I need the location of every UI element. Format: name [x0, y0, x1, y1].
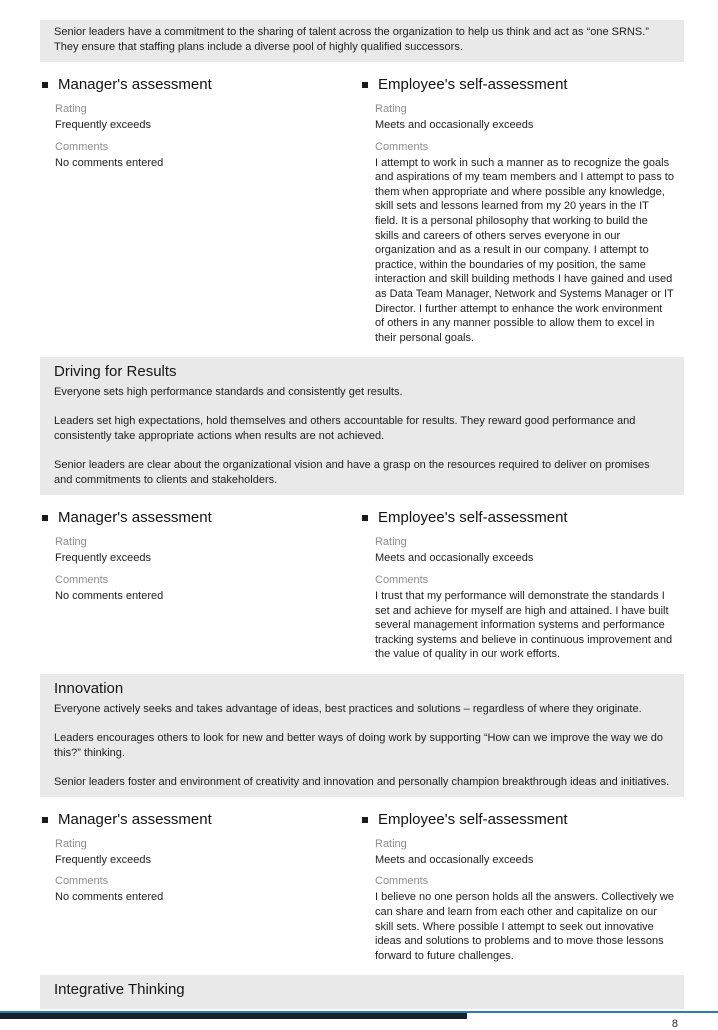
assessment-row-3: [40, 804, 684, 964]
employee-assessment-heading: [360, 809, 684, 830]
comments-value: I trust that my performance will demonstrate the standards I set and achieve for myself are high and attained. I have built several management information systems and performance tracking systems and believe in continuous improvement and the value of quality in our work efforts.: [375, 589, 673, 661]
rating-label: Rating: [55, 536, 87, 549]
page-number: 8: [671, 1018, 678, 1030]
section-paragraph: Leaders set high expectations, hold themselves and others accountable for results. They reward good performance and consistently take appropriate actions when results are not achieved.: [54, 415, 636, 443]
comments-value: I believe no one person holds all the answers. Collectively we can share and learn from each other and capitalize on our skill sets. Where possible I attempt to seek out innovative ideas and solutions to problems and to move those lessons forward to future challenges.: [375, 891, 674, 962]
section-title: Integrative Thinking: [54, 981, 185, 999]
rating-value: Frequently exceeds: [55, 119, 151, 131]
rating-value: Frequently exceeds: [55, 552, 151, 565]
section-title: Innovation: [54, 679, 124, 697]
section-paragraph: Senior leaders are clear about the organizational vision and have a grasp on the resources required to deliver on promises and commitments to clients and stakeholders.: [54, 459, 650, 487]
rating-field: [375, 535, 674, 566]
comments-field: [375, 573, 674, 662]
comments-field: [55, 573, 350, 604]
rating-label: Rating: [55, 103, 87, 115]
manager-assessment-title: Manager's assessment: [58, 76, 212, 93]
rating-field: [375, 102, 674, 133]
comments-value: No comments entered: [55, 156, 164, 169]
employee-assessment-title: Employee's self-assessment: [378, 509, 568, 527]
rating-label: Rating: [375, 536, 407, 549]
employee-assessment-3: [360, 804, 684, 964]
manager-assessment-2: [40, 502, 360, 662]
comments-value: I attempt to work in such a manner as to recognize the goals and aspirations of my team members and I attempt to pass to them when appropriate and where possible any knowledge, skill sets and lessons learned from my 20 years in the IT field. It is a personal philosophy that working to build the skills and careers of others serves everyone in our organization and as a result in our company. I attempt to practice, within the boundaries of my position, the same interaction and skill building methods I have gained and used as Data Team Manager, Network and Systems Manager or IT Director. I further attempt to enhance the work environment of others in any manner possible to allow them to excel in their personal goals.: [375, 156, 674, 344]
comments-field: [55, 874, 350, 905]
rating-label: Rating: [375, 103, 407, 115]
square-bullet-icon: [42, 515, 48, 521]
manager-assessment-heading: [40, 74, 360, 95]
section-innovation: [40, 674, 684, 797]
rating-field: [55, 102, 350, 133]
employee-assessment-title: Employee's self-assessment: [378, 810, 568, 828]
assessment-row-2: [40, 502, 684, 662]
section-description-continued: [40, 20, 684, 62]
employee-assessment-2: [360, 502, 684, 662]
assessment-row-1: [40, 69, 684, 345]
rating-field: [375, 837, 674, 868]
comments-label: Comments: [375, 875, 429, 888]
intro-paragraph: Senior leaders have a commitment to the sharing of talent across the organization to help us think and act as “one SRNS.” They ensure that staffing plans include a diverse pool of highly qualified successors.: [54, 26, 649, 53]
rating-value: Meets and occasionally exceeds: [375, 119, 534, 131]
section-title: Driving for Results: [54, 363, 177, 381]
employee-assessment-heading: [360, 507, 684, 528]
comments-field: [375, 140, 674, 346]
employee-assessment-1: [360, 69, 684, 345]
rating-field: [55, 837, 350, 868]
square-bullet-icon: [362, 817, 368, 823]
employee-assessment-heading: [360, 74, 684, 95]
section-paragraph: Leaders encourages others to look for new and better ways of doing work by supporting “How can we improve the way we do this?” thinking.: [54, 731, 663, 759]
rating-field: [55, 535, 350, 566]
section-driving-for-results: [40, 357, 684, 495]
section-paragraph: Everyone actively seeks and takes advantage of ideas, best practices and solutions – regardless of where they originate.: [54, 702, 642, 715]
manager-assessment-title: Manager's assessment: [58, 810, 212, 828]
manager-assessment-title: Manager's assessment: [58, 509, 212, 527]
rating-value: Meets and occasionally exceeds: [375, 552, 534, 565]
manager-assessment-3: [40, 804, 360, 964]
section-paragraph: Senior leaders foster and environment of creativity and innovation and personally champion breakthrough ideas and initiatives.: [54, 775, 670, 788]
square-bullet-icon: [42, 817, 48, 823]
comments-field: [55, 140, 350, 171]
section-paragraph: Everyone sets high performance standards and consistently get results.: [54, 386, 403, 399]
manager-assessment-heading: [40, 809, 360, 830]
document-page: [40, 0, 684, 1030]
next-page-edge: [0, 1013, 467, 1019]
comments-label: Comments: [375, 573, 429, 586]
square-bullet-icon: [362, 82, 368, 88]
comments-label: Comments: [55, 140, 109, 153]
comments-label: Comments: [55, 573, 109, 586]
rating-label: Rating: [375, 837, 407, 850]
manager-assessment-1: [40, 69, 360, 345]
comments-value: No comments entered: [55, 891, 164, 904]
comments-value: No comments entered: [55, 589, 164, 602]
comments-label: Comments: [55, 875, 109, 888]
square-bullet-icon: [42, 82, 48, 88]
rating-label: Rating: [55, 837, 87, 850]
comments-field: [375, 874, 674, 963]
rating-value: Frequently exceeds: [55, 853, 151, 866]
comments-label: Comments: [375, 140, 429, 153]
manager-assessment-heading: [40, 507, 360, 528]
rating-value: Meets and occasionally exceeds: [375, 853, 534, 866]
section-integrative-thinking: [40, 975, 684, 1009]
employee-assessment-title: Employee's self-assessment: [378, 76, 568, 93]
square-bullet-icon: [362, 515, 368, 521]
